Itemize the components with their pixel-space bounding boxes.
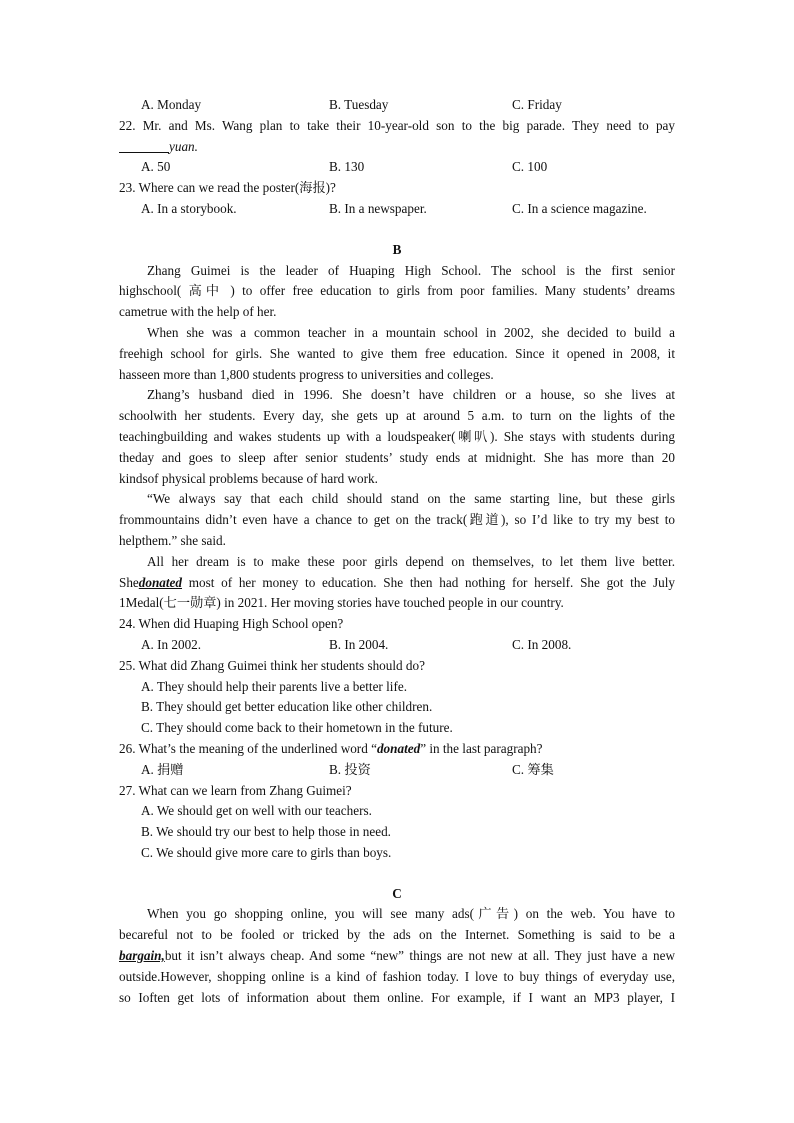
q23-question: 23. Where can we read the poster(海报)? xyxy=(119,180,336,196)
q22-options xyxy=(119,157,675,178)
q23-options xyxy=(119,199,675,220)
passage-b-p3-line1: Zhang’s husband died in 1996. She doesn’t have children or a house, so she lives at xyxy=(147,387,675,403)
passage-b-p1-line1: Zhang Guimei is the leader of Huaping High School. The school is the first senior xyxy=(147,262,675,278)
passage-b-p5-line1: All her dream is to make these poor girls depend on themselves, to let them live better. xyxy=(147,553,675,569)
q26-option-c: C. 筹集 xyxy=(512,761,554,777)
q22-question-cont xyxy=(119,137,675,158)
q27-question: 27. What can we learn from Zhang Guimei? xyxy=(119,782,352,798)
q23-option-a: A. In a storybook. xyxy=(141,200,237,216)
q25-question: 25. What did Zhang Guimei think her students should do? xyxy=(119,657,425,673)
q26-question-post: ” in the last paragraph? xyxy=(420,740,543,756)
q26-options xyxy=(119,760,675,781)
q22-unit: yuan. xyxy=(169,138,198,154)
q26-option-a: A. 捐赠 xyxy=(141,761,184,777)
passage-c-line3-post: but it isn’t always cheap. And some “new” things are not new at all. They just have a new xyxy=(164,948,675,964)
section-c-heading: C xyxy=(392,885,402,901)
q22-option-a: A. 50 xyxy=(141,159,171,175)
q21-option-c: C. Friday xyxy=(512,97,562,112)
passage-b-p4-line2: frommountains didn’t even have a chance to get on the track(跑道), so I’d like to try my best to xyxy=(119,512,675,528)
passage-c-line3 xyxy=(119,946,675,967)
q25-option-a: A. They should help their parents live a better life. xyxy=(141,678,407,694)
q27-option-b: B. We should try our best to help those in need. xyxy=(141,824,391,840)
passage-b-p3-line2: schoolwith her students. Every day, she gets up at around 5 a.m. to turn on the lights of the xyxy=(119,408,675,424)
underlined-word-donated: donated xyxy=(138,574,183,590)
q23-option-c: C. In a science magazine. xyxy=(512,200,647,216)
passage-b-p4-line1: “We always say that each child should stand on the same starting line, but these girls xyxy=(147,491,675,507)
passage-b-p2-line3: hasseen more than 1,800 students progress to universities and colleges. xyxy=(119,366,494,382)
q24-option-b: B. In 2004. xyxy=(329,636,389,652)
passage-b-p5-line3: 1Medal(七一勋章) in 2021. Her moving stories have touched people in our country. xyxy=(119,595,564,611)
passage-b-p4-line3: helpthem.” she said. xyxy=(119,532,226,548)
p5-line2-post: most of her money to education. She then had nothing for herself. She got the July xyxy=(182,574,675,590)
q25-option-b: B. They should get better education like other children. xyxy=(141,699,433,715)
q23-option-b: B. In a newspaper. xyxy=(329,200,427,216)
passage-b-p5-line2 xyxy=(119,573,675,594)
q24-question: 24. When did Huaping High School open? xyxy=(119,616,344,632)
passage-c-line4: outside.However, shopping online is a kind of fashion today. I love to buy things of everyday use, xyxy=(119,968,675,984)
passage-b-p1-line3: cametrue with the help of her. xyxy=(119,304,277,320)
q22-option-c: C. 100 xyxy=(512,159,548,175)
section-b-passage xyxy=(119,261,675,615)
q22-question: 22. Mr. and Ms. Wang plan to take their 10-year-old son to the big parade. They need to pay xyxy=(119,117,675,133)
q21-options xyxy=(119,95,675,116)
worksheet-page xyxy=(119,95,675,1008)
q24-option-a: A. In 2002. xyxy=(141,636,202,652)
section-b-heading: B xyxy=(392,241,402,257)
passage-c-line5: so Ioften get lots of information about them online. For example, if I want an MP3 player, I xyxy=(119,989,675,1005)
q26-word: donated xyxy=(376,740,421,756)
underlined-word-bargain: bargain, xyxy=(119,948,165,964)
passage-b-p2-line2: freehigh school for girls. She wanted to give them free education. Since it opened in 2008, it xyxy=(119,345,675,361)
q21-option-a: A. Monday xyxy=(141,97,202,112)
q21-option-b: B. Tuesday xyxy=(329,97,389,112)
passage-b-p3-line3: teachingbuilding and wakes students up with a loudspeaker(喇叭). She stays with students during xyxy=(119,428,675,444)
q26-question-pre: 26. What’s the meaning of the underlined word “ xyxy=(119,740,377,756)
section-c-passage xyxy=(119,904,675,1008)
passage-c-line2: becareful not to be fooled or tricked by the ads on the Internet. Something is said to be a xyxy=(119,927,675,943)
q26-option-b: B. 投资 xyxy=(329,761,371,777)
passage-b-p3-line4: theday and goes to sleep after senior students’ study ends at midnight. She has more than 20 xyxy=(119,449,675,465)
passage-b-p1-line2: highschool( 高中 ) to offer free education to girls from poor families. Many students’ dreams xyxy=(119,283,675,299)
passage-c-line1: When you go shopping online, you will see many ads(广告) on the web. You have to xyxy=(147,906,675,922)
q26-question xyxy=(119,739,675,760)
answer-blank xyxy=(119,138,169,153)
q27-option-c: C. We should give more care to girls than boys. xyxy=(141,844,392,860)
q22-option-b: B. 130 xyxy=(329,159,365,175)
q27-option-a: A. We should get on well with our teachers. xyxy=(141,803,372,819)
passage-b-p3-line5: kindsof physical problems because of hard work. xyxy=(119,470,378,486)
q25-option-c: C. They should come back to their hometown in the future. xyxy=(141,720,453,736)
passage-b-p2-line1: When she was a common teacher in a mountain school in 2002, she decided to build a xyxy=(147,324,675,340)
q24-option-c: C. In 2008. xyxy=(512,636,572,652)
p5-line2-pre: She xyxy=(119,574,139,590)
q24-options xyxy=(119,635,675,656)
